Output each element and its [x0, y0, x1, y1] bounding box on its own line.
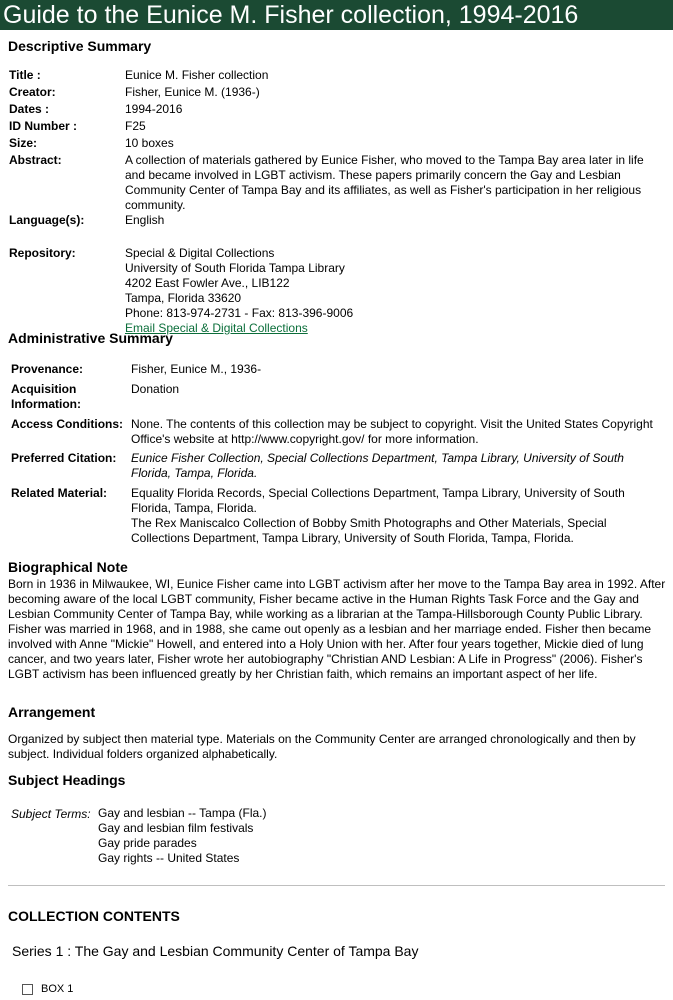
- acquisition-label: Acquisition Information:: [11, 382, 81, 411]
- repository-email-link[interactable]: Email Special & Digital Collections: [125, 321, 308, 335]
- creator-label: Creator:: [9, 85, 56, 99]
- title-label: Title :: [9, 68, 41, 82]
- preferred-citation-value: Eunice Fisher Collection, Special Collections Department, Tampa Library, University of South Florida, Tampa, Florida.: [131, 451, 624, 480]
- box-1-label: BOX 1: [41, 983, 74, 995]
- size-label: Size:: [9, 136, 38, 150]
- repository-line: University of South Florida Tampa Library: [125, 261, 345, 275]
- abstract-label: Abstract:: [9, 153, 62, 167]
- repository-line: Phone: 813-974-2731 - Fax: 813-396-9006: [125, 306, 354, 320]
- administrative-summary-heading: Administrative Summary: [8, 330, 173, 346]
- subject-terms-list: [98, 806, 267, 866]
- id-number-value: F25: [125, 119, 146, 133]
- subject-headings-heading: Subject Headings: [8, 772, 126, 788]
- size-value: 10 boxes: [125, 136, 174, 150]
- arrangement-heading: Arrangement: [8, 704, 96, 720]
- administrative-summary-table: [11, 362, 665, 546]
- page-banner-title: Guide to the Eunice M. Fisher collection, 1994-2016: [0, 0, 673, 30]
- collection-contents-heading: COLLECTION CONTENTS: [8, 908, 180, 924]
- related-material-item: Equality Florida Records, Special Collections Department, Tampa Library, University of South Florida, Tampa, Florida.: [131, 486, 625, 515]
- box-1-row[interactable]: [22, 982, 73, 996]
- language-value: English: [125, 213, 165, 227]
- series-1-title[interactable]: Series 1 : The Gay and Lesbian Community Center of Tampa Bay: [12, 943, 419, 959]
- repository-line: Tampa, Florida 33620: [125, 291, 242, 305]
- dates-value: 1994-2016: [125, 102, 183, 116]
- repository-label: Repository:: [9, 246, 76, 260]
- repository-line: Special & Digital Collections: [125, 246, 275, 260]
- descriptive-summary-table: [9, 68, 665, 336]
- title-value: Eunice M. Fisher collection: [125, 68, 269, 82]
- provenance-label: Provenance:: [11, 362, 84, 376]
- related-material-label: Related Material:: [11, 486, 108, 500]
- access-conditions-label: Access Conditions:: [11, 417, 124, 431]
- id-number-label: ID Number :: [9, 119, 78, 133]
- subject-term[interactable]: Gay pride parades: [98, 836, 197, 850]
- repository-line: 4202 East Fowler Ave., LIB122: [125, 276, 290, 290]
- dates-label: Dates :: [9, 102, 50, 116]
- subject-term[interactable]: Gay and lesbian film festivals: [98, 821, 254, 835]
- acquisition-value: Donation: [131, 382, 180, 396]
- biographical-note-text: Born in 1936 in Milwaukee, WI, Eunice Fisher came into LGBT activism after her move to the Tampa Bay area in 1992. After becoming aware of the local LGBT community, Fisher became active in the Human Rights Task Force and the Gay and Lesbian Community Center of Tampa Bay, while working as a librarian at the Tampa-Hillsborough County Public Library. Fisher was married in 1968, and in 1988, she came out openly as a lesbian and her marriage ended. Fisher then became involved with Anne "Mickie" Howell, and entered into a Holy Union with her. After four years together, Mickie died of lung cancer, and two years later, Fisher wrote her autobiography "Christian AND Lesbian: A Life in Progress" (2006). Fisher's LGBT activism has been influenced greatly by her Christian faith, which remains an important aspect of her life.: [8, 577, 666, 681]
- language-label: Language(s):: [9, 213, 85, 227]
- repository-value: [125, 246, 665, 336]
- subject-term[interactable]: Gay and lesbian -- Tampa (Fla.): [98, 806, 267, 820]
- section-divider: [8, 885, 665, 886]
- abstract-value: A collection of materials gathered by Eunice Fisher, who moved to the Tampa Bay area later in life and became involved in LGBT activism. These papers primarily concern the Gay and Lesbian Community Center of Tampa Bay and its affiliates, as well as Fisher's participation in her religious community.: [125, 153, 644, 212]
- provenance-value: Fisher, Eunice M., 1936-: [131, 362, 262, 376]
- subject-terms-label: Subject Terms:: [11, 807, 91, 821]
- related-material-value: [131, 486, 665, 546]
- creator-value: Fisher, Eunice M. (1936-): [125, 85, 260, 99]
- arrangement-text: Organized by subject then material type. Materials on the Community Center are arranged chronologically and then by subject. Individual folders organized alphabetically.: [8, 732, 636, 761]
- box-1-checkbox[interactable]: [22, 984, 33, 995]
- subject-term[interactable]: Gay rights -- United States: [98, 851, 240, 865]
- access-conditions-value: None. The contents of this collection may be subject to copyright. Visit the United States Copyright Office's website at http://www.copyright.gov/ for more information.: [131, 417, 653, 446]
- descriptive-summary-heading: Descriptive Summary: [8, 38, 152, 54]
- preferred-citation-label: Preferred Citation:: [11, 451, 117, 465]
- biographical-note-heading: Biographical Note: [8, 559, 128, 575]
- related-material-item: The Rex Maniscalco Collection of Bobby Smith Photographs and Other Materials, Special Collections Department, Tampa Library, University of South Florida, Tampa, Florida.: [131, 516, 607, 545]
